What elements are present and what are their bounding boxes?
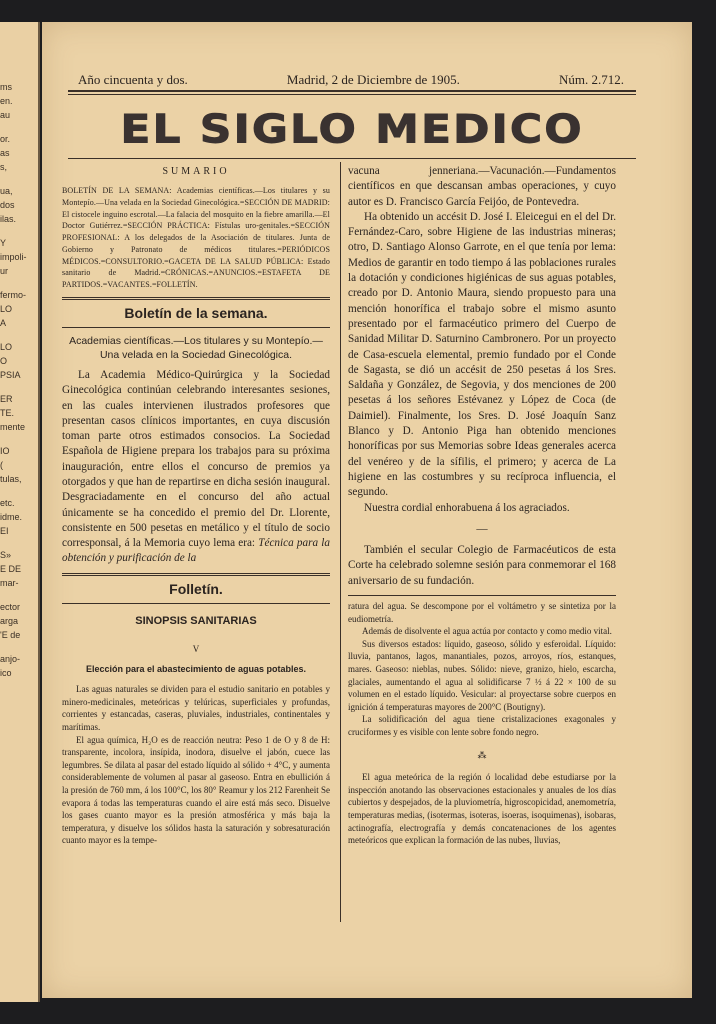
margin-fragments bbox=[0, 22, 38, 678]
stars-icon: ⁂ bbox=[477, 749, 487, 760]
right-p1: Ha obtenido un accésit D. José I. Eleicegui en el del Dr. Fernández-Caro, sobre Higiene de las industrias mineras; otro, D. Santiago Alonso Garrote, en el que tenía por lema: Medios de garantir en todo tiempo á las poblaciones rurales la dotación y condiciones higiénicas de sus aguas potables, creado por D. Antonio Maura, siendo propuesto para una mención honorífica el trabajo sobre el mismo asunto presentado por el farmacéutico primero del Cuerpo de Sanidad Militar D. Saturnino Cambronero. Por un proyecto de Casa-escuela elemental, premio fundado por el Conde de Sagasta, se dió un accésit de 250 pesetas á los Sres. Saldaña y González, de Segovia, y dos menciones de 200 pesetas á los señores Estévanez y López de Coca (de Daimiel). Finalmente, los Sres. D. José Joaquín Sanz Blanco y D. Antonio Piga han obtenido menciones honoríficas por sus Memorias sobre Ideas generales acerca del venéreo y de la sífilis, el primero; y acerca de La higiene en las costumbres y su recíproca influencia, el segundo. bbox=[348, 210, 616, 499]
sumario-title: SUMARIO bbox=[162, 166, 230, 177]
margin-fragment: 'E de bbox=[0, 630, 21, 640]
margin-fragment: TE. bbox=[0, 408, 15, 418]
masthead-rule bbox=[68, 158, 636, 159]
header-line bbox=[78, 72, 624, 88]
boletin-paragraph: La Academia Médico-Quirúrgica y la Sociedad Ginecológica continúan celebrando interesantes sesiones, en las cuales intervienen ilustrados profesores que presentan casos clínicos importantes, en cuya discusión toman parte otros estimados consocios. La Sociedad Española de Higiene prepara los trabajos para su próxima inauguración, entre ellos el concurso de premios ya otorgados y que han de repartirse en dicha sesión inaugural. Desgraciadamente en el concurso del año actual únicamente se ha concedido el premio del Dr. Llorente, consistente en 500 pesetas en metálico y el título de socio corresponsal, á la Memoria cuyo lema era: Técnica para la obtención y purificación de la bbox=[62, 368, 330, 565]
issue-date: Madrid, 2 de Diciembre de 1905. bbox=[286, 72, 460, 87]
column-divider bbox=[340, 162, 341, 922]
margin-fragment: etc. bbox=[0, 498, 15, 508]
margin-fragment: en. bbox=[0, 96, 13, 106]
margin-fragment: ( bbox=[0, 460, 3, 470]
margin-fragment: IO bbox=[0, 446, 10, 456]
margin-fragment: O bbox=[0, 356, 8, 366]
margin-fragment: arga bbox=[0, 616, 19, 626]
margin-fragment: ur bbox=[0, 266, 9, 276]
header-rule-thin bbox=[68, 94, 636, 95]
margin-fragment: E DE bbox=[0, 564, 22, 574]
previous-page-margin bbox=[0, 22, 40, 1002]
left-column bbox=[62, 164, 330, 847]
margin-fragment: ms bbox=[0, 82, 12, 92]
issue-year: Año cincuenta y dos. bbox=[78, 72, 188, 87]
margin-fragment: or. bbox=[0, 134, 11, 144]
margin-fragment: fermo- bbox=[0, 290, 27, 300]
margin-fragment: idme. bbox=[0, 512, 23, 522]
newspaper-page bbox=[42, 22, 692, 998]
margin-fragment: LO bbox=[0, 342, 13, 352]
boletin-subhead: Academias científicas.—Los titulares y su Montepío.—Una velada en la Sociedad Ginecológica. bbox=[69, 334, 323, 361]
margin-fragment: ilas. bbox=[0, 214, 17, 224]
margin-fragment: A bbox=[0, 318, 7, 328]
margin-fragment: ico bbox=[0, 668, 12, 678]
folletin-r5: El agua meteórica de la región ó localidad debe estudiarse por la inspección anotando las observaciones estacionales y anuales de los días cubiertos y despejados, de la pluviometría, higroscopicidad, anemometría, temperaturas medias, (isotermas, isoteras, isoeras, isoquimenas), isobaras, actinografía, electrografía y demás concatenaciones de los agentes meteóricos que explican la formación de las nubes, lluvias, bbox=[348, 772, 616, 846]
margin-fragment: EI bbox=[0, 526, 9, 536]
margin-fragment: PSIA bbox=[0, 370, 21, 380]
folletin-r1: ratura del agua. Se descompone por el voltámetro y se sintetiza por la eudiometría. bbox=[348, 601, 616, 624]
folletin-r2: Además de disolvente el agua actúa por contacto y como medio vital. bbox=[362, 626, 612, 637]
margin-fragment: au bbox=[0, 110, 11, 120]
folletin-subtitle: SINOPSIS SANITARIAS bbox=[135, 615, 257, 628]
margin-fragment: LO bbox=[0, 304, 13, 314]
right-dash: — bbox=[476, 522, 488, 535]
folletin-section: Elección para el abastecimiento de aguas potables. bbox=[85, 663, 307, 674]
folletin-p2: El agua química, H₂O es de reacción neutra: Peso 1 de O y 8 de H: transparente, incolora, insípida, inodora, disuelve el jabón, cuece las legumbres. Se dilata al pasar del estado líquido al sólido + 4°C, y aumenta considerablemente de volumen al pasar al gaseoso. Entra en ebullición á la presión de 760 mm, á los 100°C, los 80° Reamur y los 212 Farenheit Se evapora á todas las temperaturas cuando el aire está más seco. Disuelve los gases cuanto mayor es la presión atmosférica y más baja la temperatura, y disuelve los sólidos hasta la saturación y sobresaturación cuanto mayor es la tempe- bbox=[62, 734, 330, 846]
folletin-p1: Las aguas naturales se dividen para el estudio sanitario en potables y minero-medicinales, meteóricas y telúricas, superficiales y profundas, corrientes y estancadas, caseras, pluviales, industriales, continentales y marítimas. bbox=[62, 684, 330, 733]
boletin-lema: Técnica para la obtención y purificación de la bbox=[62, 537, 330, 565]
right-p2: Nuestra cordial enhorabuena á los agraciados. bbox=[364, 501, 570, 514]
margin-fragment: tulas, bbox=[0, 474, 22, 484]
margin-fragment: ua, bbox=[0, 186, 13, 196]
margin-fragment: s, bbox=[0, 162, 8, 172]
folletin-r4: La solidificación del agua tiene cristalizaciones exagonales y cruciformes y es visible con lente sobre fondo negro. bbox=[348, 714, 616, 737]
boletin-title: Boletín de la semana. bbox=[124, 304, 268, 321]
margin-fragment: impoli- bbox=[0, 252, 27, 262]
folletin-title: Folletín. bbox=[169, 580, 223, 597]
margin-fragment: mente bbox=[0, 422, 26, 432]
header-rule bbox=[68, 90, 636, 92]
masthead: EL SIGLO MEDICO bbox=[120, 106, 584, 153]
margin-fragment: ector bbox=[0, 602, 21, 612]
issue-number: Núm. 2.712. bbox=[558, 72, 624, 87]
right-p0: vacuna jenneriana.—Vacunación.—Fundamentos científicos en que descansan ambas operaciones, y cuyo autor es D. Francisco García Feijóo, de Pontevedra. bbox=[348, 165, 616, 208]
folletin-roman: V bbox=[192, 644, 200, 655]
margin-fragment: as bbox=[0, 148, 10, 158]
margin-fragment: mar- bbox=[0, 578, 19, 588]
margin-fragment: Y bbox=[0, 238, 7, 248]
margin-fragment: S» bbox=[0, 550, 12, 560]
margin-fragment: anjo- bbox=[0, 654, 21, 664]
folletin-r3: Sus diversos estados: líquido, gaseoso, sólido y esferoidal. Líquido: lluvia, pantanos, lagos, manantiales, pozos, arroyos, ríos, estanques, mares. Gaseoso: nieblas, nubes. Sólido: nieve, granizo, hielo, escarcha, glaciales, aumentando el agua al solidificarse 7 ½ á 22 × 100 de su volumen en el estado líquido. Vesicular: al proyectarse sobre cuerpos en ignición á temperaturas mayores de 200°C (Boutigny). bbox=[348, 638, 616, 712]
right-column bbox=[348, 164, 616, 847]
sumario-text: BOLETÍN DE LA SEMANA: Academias científicas.—Los titulares y su Montepío.—Una velada en la Sociedad Ginecológica.=SECCIÓN DE MADRID: El cistocele inguino escrotal.—La falacia del mosquito en la fiebre amarilla.—El Doctor Gutiérrez.=SECCIÓN PRÁCTICA: Fístulas uro-genitales.=SECCIÓN PROFESIONAL: A los delegados de la Asociación de titulares. Junta de Gobierno y Patronato de médicos titulares.=PERIÓDICOS MÉDICOS.=CONSULTORIO.=GACETA DE LA SALUD PÚBLICA: Estado sanitario de Madrid.=CRÓNICAS.=ANUNCIOS.=ESTAFETA DE PARTIDOS.=VACANTES.=FOLLETÍN. bbox=[62, 186, 330, 289]
right-p3: También el secular Colegio de Farmacéuticos de esta Corte ha celebrado solemne sesión para conmemorar el 168 aniversario de su fundación. bbox=[348, 544, 616, 587]
margin-fragment: ER bbox=[0, 394, 13, 404]
margin-fragment: dos bbox=[0, 200, 15, 210]
